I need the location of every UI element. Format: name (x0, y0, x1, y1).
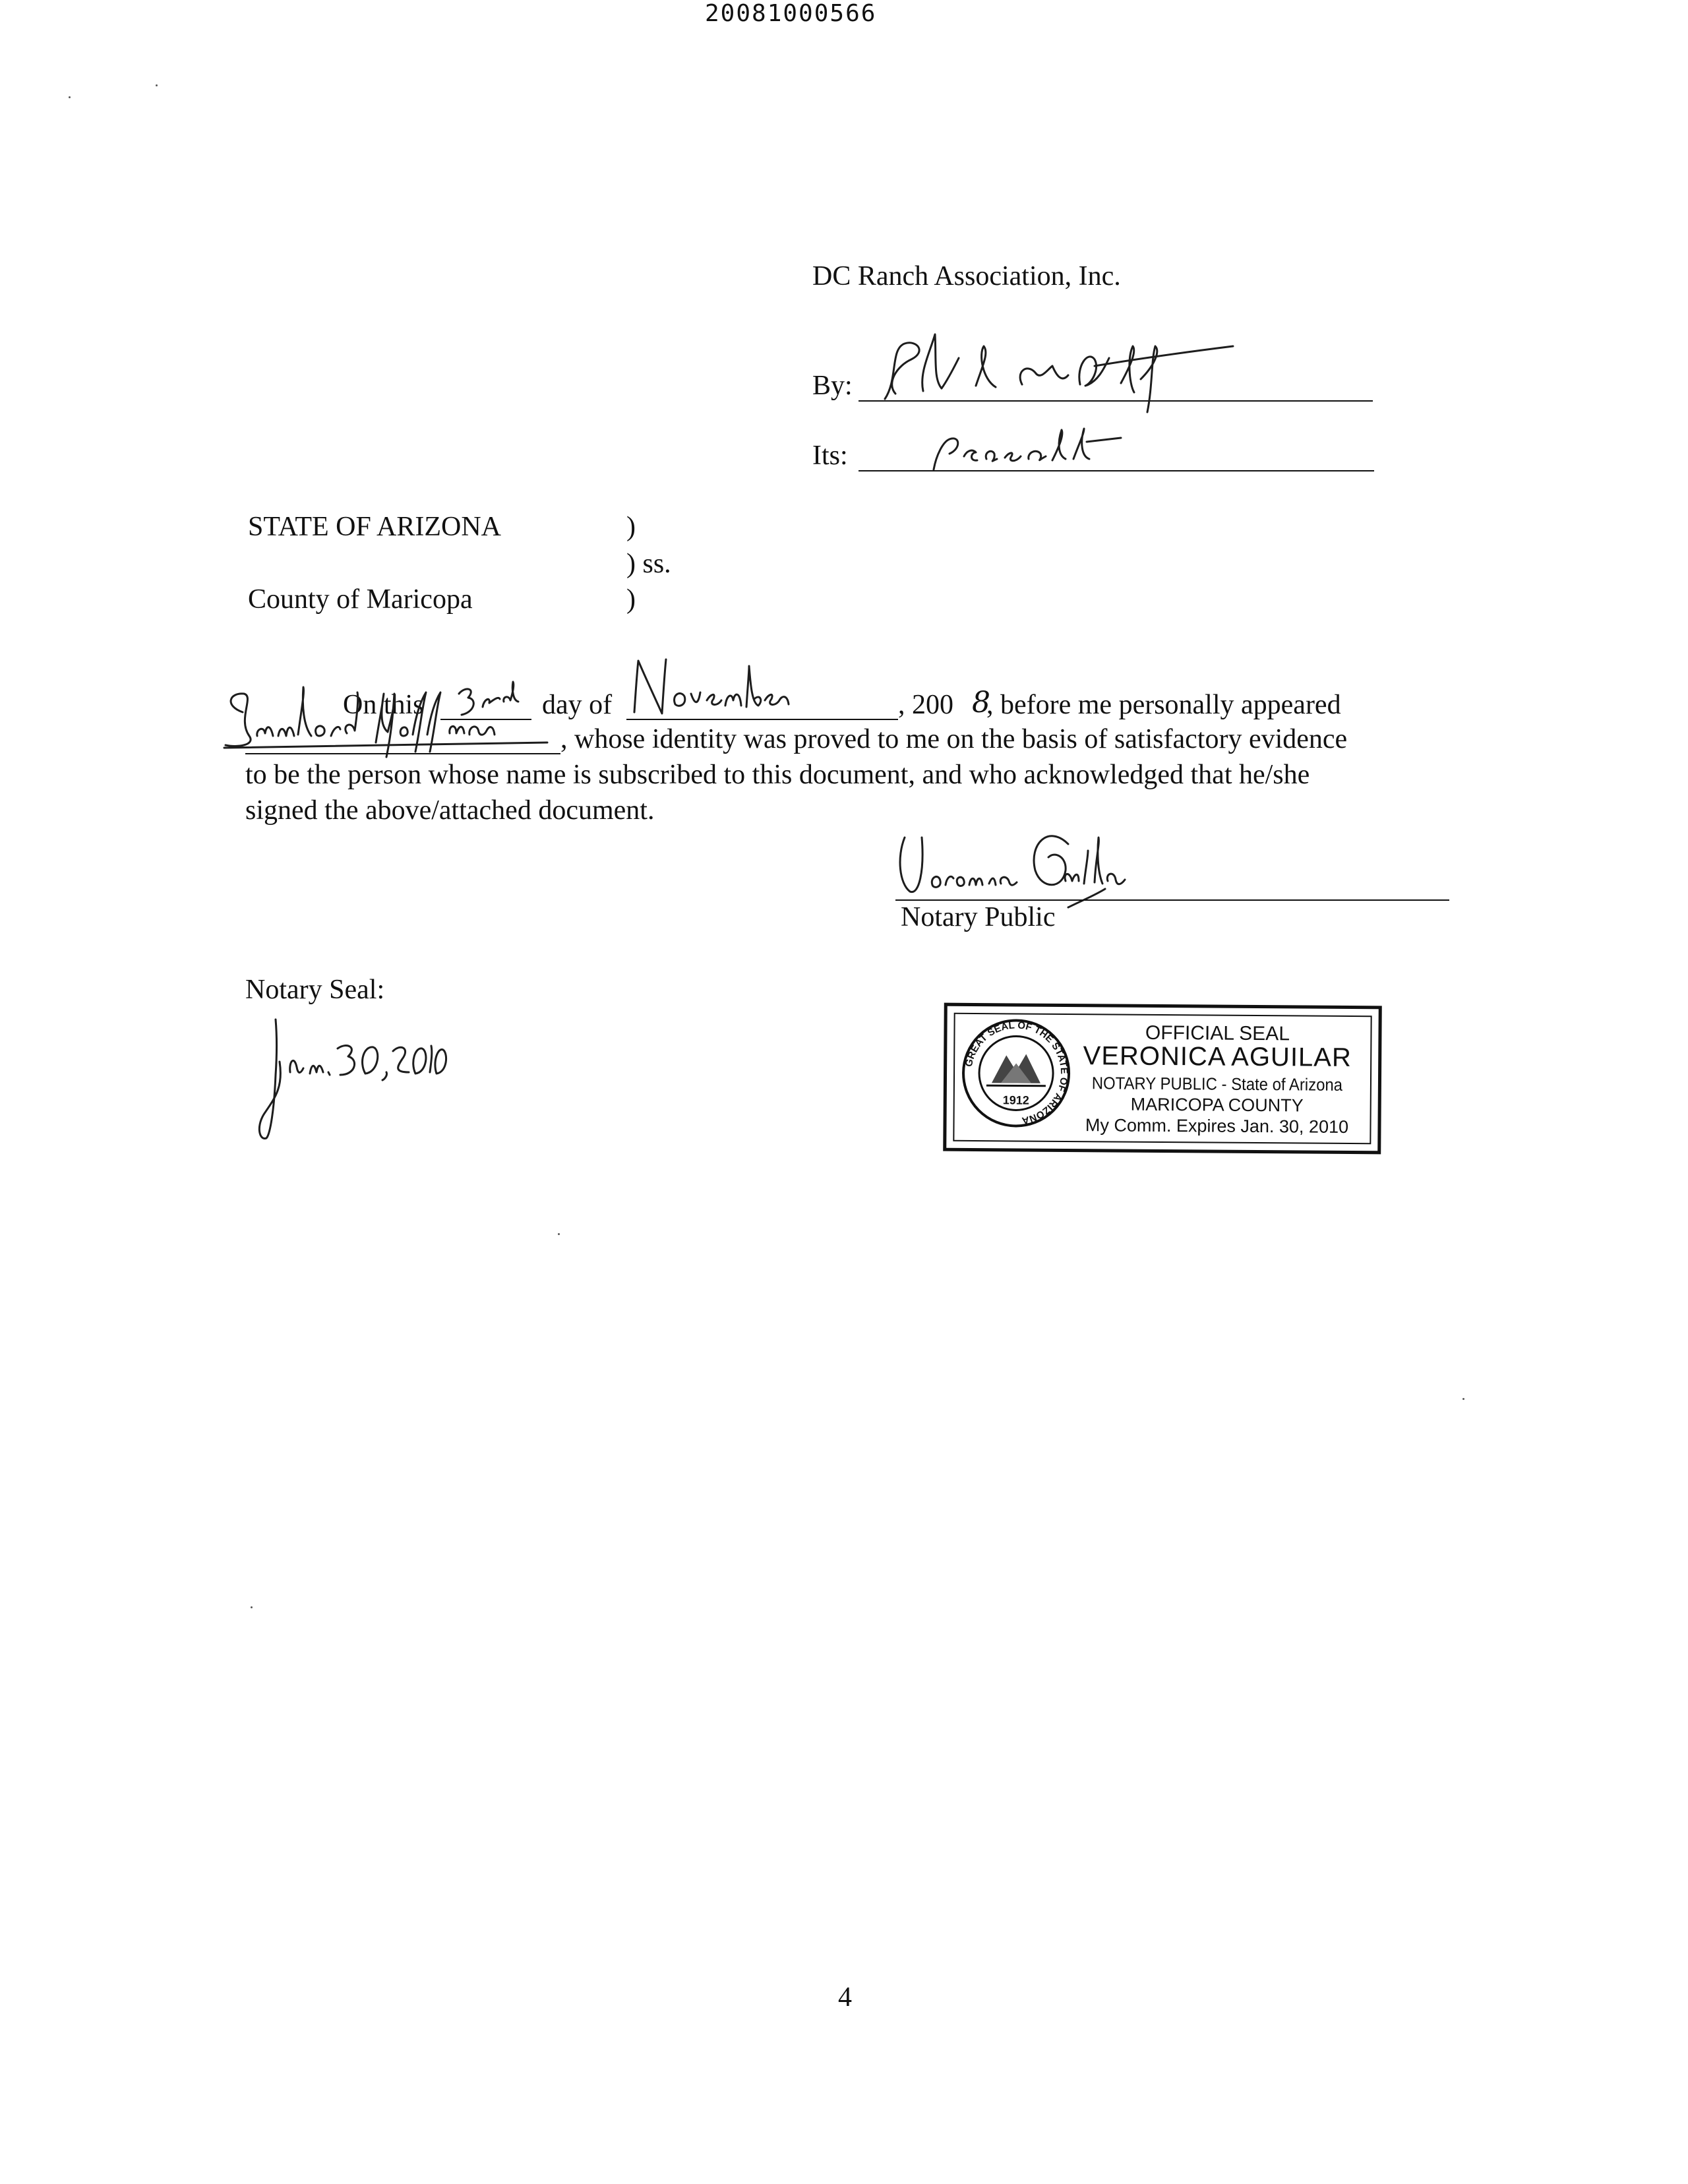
ack-day-of: day of (542, 690, 613, 720)
notary-signature-line (895, 899, 1449, 901)
venue-state: STATE OF ARIZONA (248, 512, 501, 542)
year-digit: 8 (972, 686, 990, 719)
its-label: Its: (812, 440, 848, 471)
seal-line2: VERONICA AGUILAR (1083, 1041, 1352, 1073)
ack-line3: to be the person whose name is subscribed to this document, and who acknowledged that he/she (245, 760, 1310, 790)
notary-seal-label: Notary Seal: (245, 975, 385, 1005)
notary-public-label: Notary Public (901, 902, 1056, 932)
ack-line2-end: , whose identity was proved to me on the basis of satisfactory evidence (560, 724, 1348, 754)
seal-line4: MARICOPA COUNTY (1130, 1094, 1304, 1116)
ack-line1-end: , before me personally appeared (986, 690, 1341, 720)
emblem-ring-text: GREAT SEAL OF THE STATE OF ARIZONA (963, 1019, 1070, 1126)
scan-speck (69, 96, 71, 98)
ack-on-this: On this (343, 690, 424, 720)
page-number: 4 (838, 1982, 852, 2013)
emblem-year: 1912 (1002, 1093, 1029, 1107)
seal-line5: My Comm. Expires Jan. 30, 2010 (1085, 1115, 1349, 1137)
great-seal-emblem (959, 1017, 1072, 1130)
by-label: By: (812, 371, 853, 401)
ack-line4: signed the above/attached document. (245, 795, 655, 826)
scan-speck (558, 1233, 560, 1235)
month-handwriting (626, 653, 791, 725)
seal-line1: OFFICIAL SEAL (1145, 1021, 1290, 1045)
ack-year-prefix: , 200 (898, 690, 953, 720)
venue-county: County of Maricopa (248, 584, 473, 615)
scan-speck (1462, 1398, 1464, 1400)
its-handwritten-title (923, 415, 1134, 478)
venue-paren-top: ) (626, 512, 636, 542)
scan-speck (156, 84, 158, 86)
scan-speck (251, 1606, 253, 1608)
president-signature (870, 320, 1240, 419)
person-name-handwriting (218, 679, 554, 765)
notary-seal-stamp (943, 1003, 1382, 1155)
venue-ss: ) ss. (626, 549, 671, 579)
handwritten-expiry (251, 1009, 448, 1147)
person-name-line (245, 753, 560, 754)
venue-paren-bottom: ) (626, 584, 636, 615)
seal-line3: NOTARY PUBLIC - State of Arizona (1091, 1073, 1343, 1095)
entity-name: DC Ranch Association, Inc. (812, 261, 1121, 291)
document-number: 20081000566 (705, 0, 877, 27)
